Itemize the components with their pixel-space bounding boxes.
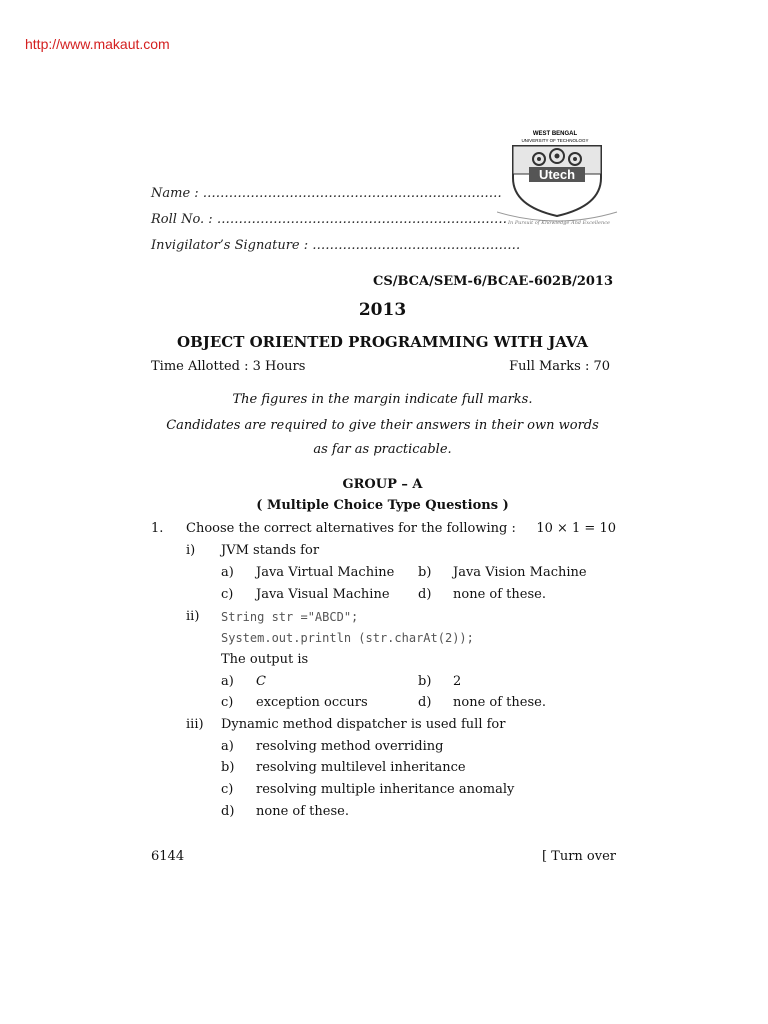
instruction-line-3: as far as practicable. [313,442,452,457]
subquestion-number: iii) [186,717,204,732]
question-number: 1. [151,521,164,536]
subquestion-text: The output is [221,652,309,667]
option-text: resolving method overriding [256,739,444,754]
question-text: Choose the correct alternatives for the following : [186,521,516,536]
option-label: c) [221,782,234,797]
name-field: Name : …………………………………………………………… [151,186,502,201]
option-text: Java Virtual Machine [256,565,395,580]
option-label: b) [221,760,235,775]
invigilator-signature-field: Invigilator’s Signature : ………………………………………… [151,238,521,253]
group-title: GROUP – A [342,477,423,492]
svg-text:WEST BENGAL: WEST BENGAL [532,131,578,137]
time-allotted: Time Allotted : 3 Hours [151,359,306,374]
option-text: none of these. [453,587,546,602]
paper-code: CS/BCA/SEM-6/BCAE-602B/2013 [372,274,613,289]
option-text: resolving multiple inheritance anomaly [256,782,515,797]
option-text: resolving multilevel inheritance [256,760,466,775]
option-text: exception occurs [256,695,368,710]
option-label: a) [221,674,234,689]
exam-year: 2013 [358,300,407,320]
group-subtitle: ( Multiple Choice Type Questions ) [256,498,509,513]
option-label: c) [221,695,234,710]
option-text: Java Vision Machine [453,565,587,580]
option-label: d) [418,695,432,710]
option-label: d) [221,804,235,819]
option-text: none of these. [256,804,349,819]
option-label: a) [221,739,234,754]
svg-text:UNIVERSITY OF TECHNOLOGY: UNIVERSITY OF TECHNOLOGY [521,138,589,143]
subquestion-number: i) [186,543,196,558]
roll-no-field: Roll No. : ………………………………………………….……… [151,212,507,227]
option-text: 2 [453,674,462,689]
paper-title: OBJECT ORIENTED PROGRAMMING WITH JAVA [177,333,588,351]
source-link[interactable]: http://www.makaut.com [25,36,170,52]
option-text: Java Visual Machine [256,587,390,602]
option-text: none of these. [453,695,546,710]
option-label: b) [418,674,432,689]
option-label: d) [418,587,432,602]
option-text: C [256,674,266,689]
subquestion-text: JVM stands for [221,543,320,558]
instruction-line-1: The figures in the margin indicate full marks. [232,392,533,407]
utech-logo [497,124,619,232]
question-marks: 10 × 1 = 10 [536,521,616,536]
subquestion-text: Dynamic method dispatcher is used full for [221,717,506,732]
code-line: System.out.println (str.charAt(2)); [221,631,474,645]
svg-text:In Pursuit of Knowledge And Ex: In Pursuit of Knowledge And Excellence [508,220,610,226]
svg-text:Utech: Utech [538,167,576,182]
subquestion-number: ii) [186,609,200,624]
full-marks: Full Marks : 70 [509,359,610,374]
option-label: c) [221,587,234,602]
instruction-line-2: Candidates are required to give their answers in their own words [166,418,599,433]
code-line: String str ="ABCD"; [221,610,359,624]
page-code: 6144 [151,849,185,864]
turn-over-note: [ Turn over [541,849,616,864]
option-label: a) [221,565,234,580]
option-label: b) [418,565,432,580]
